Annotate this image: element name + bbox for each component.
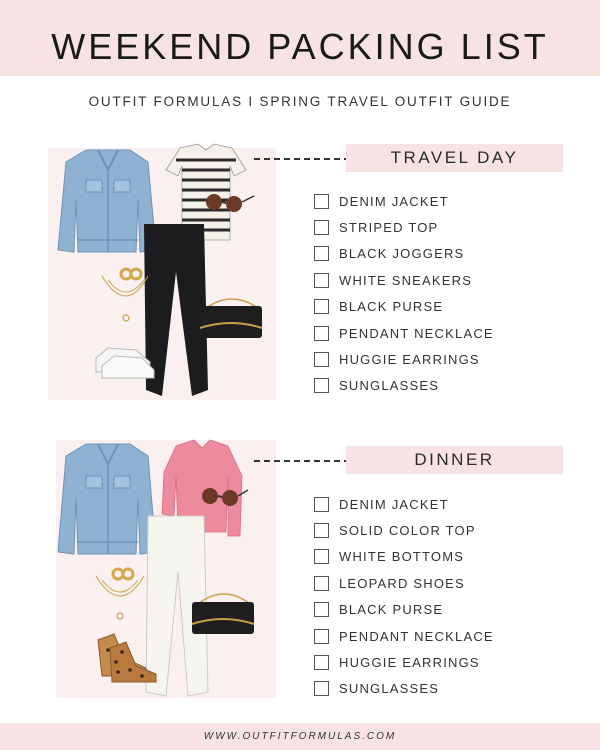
item-label: SOLID COLOR TOP	[339, 523, 476, 539]
item-label: BLACK JOGGERS	[339, 246, 465, 262]
checkbox[interactable]	[314, 352, 329, 367]
list-item	[314, 188, 494, 214]
item-label: STRIPED TOP	[339, 220, 439, 236]
item-label: SUNGLASSES	[339, 681, 440, 697]
pendant-necklace-image	[102, 276, 148, 321]
list-item	[314, 570, 494, 596]
list-item	[314, 544, 494, 570]
item-label: LEOPARD SHOES	[339, 575, 465, 591]
checkbox[interactable]	[314, 655, 329, 670]
checkbox[interactable]	[314, 681, 329, 696]
list-item	[314, 649, 494, 675]
checkbox[interactable]	[314, 576, 329, 591]
list-item	[314, 267, 494, 293]
pendant-necklace-image	[96, 576, 144, 619]
checkbox[interactable]	[314, 220, 329, 235]
list-item	[314, 597, 494, 623]
travel-day-checklist	[314, 188, 494, 399]
travel-day-title: TRAVEL DAY	[390, 148, 519, 167]
dinner-title: DINNER	[414, 450, 495, 469]
item-label: HUGGIE EARRINGS	[339, 352, 480, 368]
list-item	[314, 623, 494, 649]
footer-url[interactable]: WWW.OUTFITFORMULAS.COM	[203, 731, 397, 742]
travel-day-connector-line	[254, 158, 350, 160]
checkbox[interactable]	[314, 326, 329, 341]
item-label: PENDANT NECKLACE	[339, 325, 494, 341]
checkbox[interactable]	[314, 497, 329, 512]
list-item	[314, 320, 494, 346]
list-item	[314, 241, 494, 267]
black-purse-image	[200, 299, 262, 338]
list-item	[314, 346, 494, 372]
checkbox[interactable]	[314, 629, 329, 644]
list-item	[314, 676, 494, 702]
dinner-connector-line	[254, 460, 350, 462]
list-item	[314, 214, 494, 240]
checkbox[interactable]	[314, 549, 329, 564]
list-item	[314, 294, 494, 320]
checkbox[interactable]	[314, 378, 329, 393]
huggie-earrings-image	[113, 569, 133, 579]
list-item	[314, 373, 494, 399]
item-label: WHITE BOTTOMS	[339, 549, 465, 565]
huggie-earrings-image	[121, 269, 141, 279]
dinner-outfit-image	[52, 436, 282, 704]
item-label: PENDANT NECKLACE	[339, 628, 494, 644]
item-label: WHITE SNEAKERS	[339, 272, 473, 288]
item-label: HUGGIE EARRINGS	[339, 655, 480, 671]
item-label: BLACK PURSE	[339, 602, 444, 618]
denim-jacket-image	[58, 150, 156, 252]
checkbox[interactable]	[314, 602, 329, 617]
page-title: WEEKEND PACKING LIST	[51, 26, 549, 67]
item-label: DENIM JACKET	[339, 193, 449, 209]
list-item	[314, 491, 494, 517]
page-subtitle: OUTFIT FORMULAS I SPRING TRAVEL OUTFIT GUIDE	[88, 94, 512, 109]
dinner-checklist	[314, 491, 494, 702]
white-sneakers-image	[96, 348, 154, 378]
checkbox[interactable]	[314, 523, 329, 538]
item-label: DENIM JACKET	[339, 496, 449, 512]
item-label: BLACK PURSE	[339, 299, 444, 315]
checkbox[interactable]	[314, 246, 329, 261]
list-item	[314, 517, 494, 543]
checkbox[interactable]	[314, 194, 329, 209]
checkbox[interactable]	[314, 273, 329, 288]
travel-day-outfit-image	[48, 140, 278, 405]
checkbox[interactable]	[314, 299, 329, 314]
item-label: SUNGLASSES	[339, 378, 440, 394]
denim-jacket-image	[58, 444, 156, 554]
